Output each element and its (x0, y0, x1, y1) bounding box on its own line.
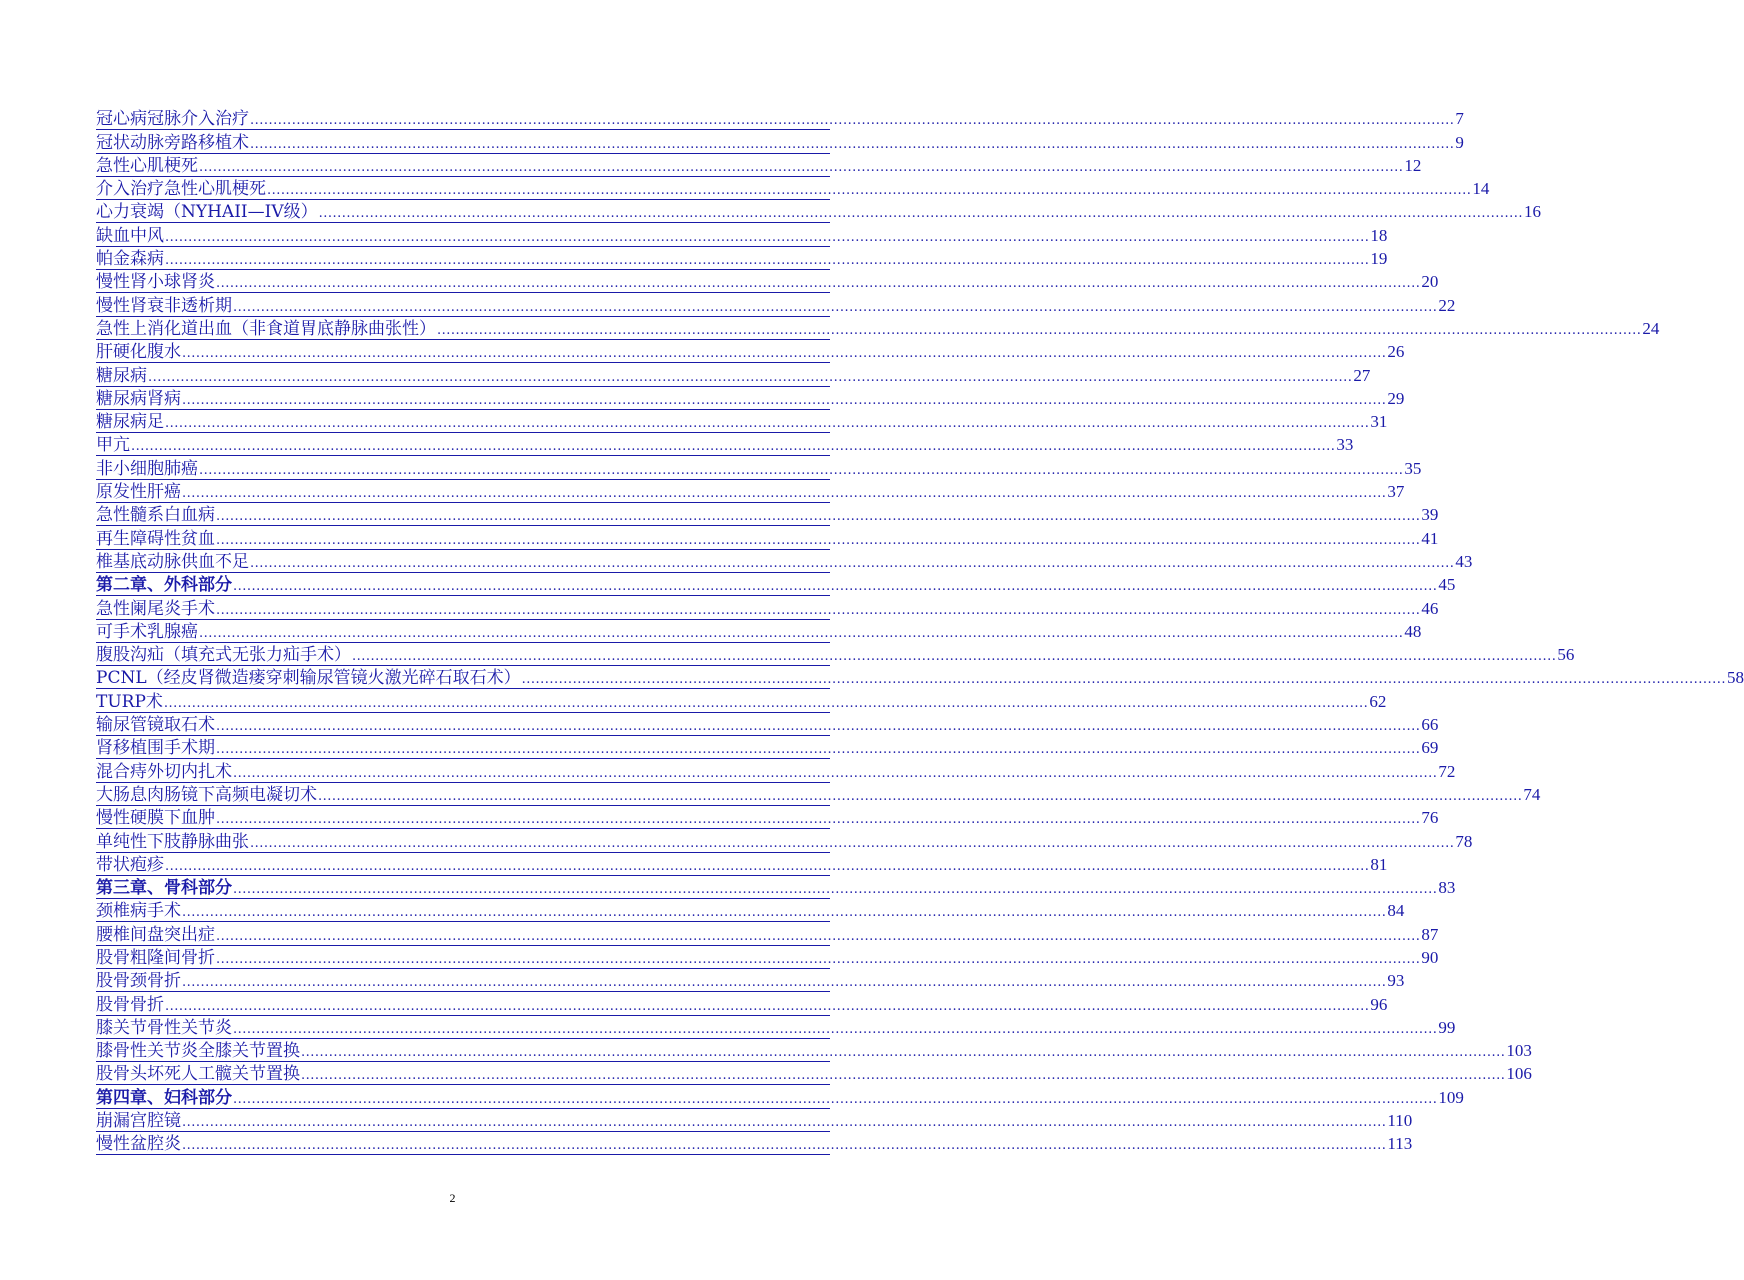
toc-entry-title: 慢性硬膜下血肿 (96, 808, 215, 829)
toc-dot-leader: .................................................................................................................................................................................................................................................................... (148, 369, 1353, 385)
toc-dot-leader: .................................................................................................................................................................................................................................................................... (199, 159, 1404, 175)
toc-entry-link[interactable] (96, 759, 1456, 782)
toc-entry-title: 再生障碍性贫血 (96, 528, 215, 549)
toc-entry-page: 87 (1421, 924, 1439, 944)
toc-dot-leader: .................................................................................................................................................................................................................................................................... (216, 276, 1421, 292)
toc-dot-leader: .................................................................................................................................................................................................................................................................... (216, 812, 1421, 828)
toc-entry-page: 24 (1642, 318, 1660, 338)
toc-entry-link[interactable] (96, 713, 1439, 736)
toc-entry-page: 103 (1506, 1041, 1532, 1061)
toc-dot-leader: .................................................................................................................................................................................................................................................................... (233, 882, 1438, 898)
toc-entry-page: 43 (1455, 551, 1473, 571)
toc-entry-link[interactable] (96, 107, 1464, 130)
toc-entry-title: 急性髓系白血病 (96, 505, 215, 526)
toc-entry-title: 急性心肌梗死 (96, 155, 198, 176)
toc-entry-page: 66 (1421, 715, 1439, 735)
toc-entry-link[interactable] (96, 363, 1371, 386)
toc-entry-link[interactable] (96, 480, 1405, 503)
toc-entry-link[interactable] (96, 410, 1388, 433)
toc-entry-title: 帕金森病 (96, 249, 164, 270)
toc-entry-page: 56 (1557, 645, 1575, 665)
toc-entry-title: 大肠息肉肠镜下高频电凝切术 (96, 784, 317, 805)
toc-dot-leader: .................................................................................................................................................................................................................................................................... (318, 206, 1524, 222)
toc-entry-title: 膝骨性关节炎全膝关节置换 (96, 1041, 300, 1062)
toc-dot-leader: .................................................................................................................................................................................................................................................................... (267, 183, 1472, 199)
toc-entry-title: 冠状动脉旁路移植术 (96, 132, 249, 153)
toc-entry-page: 62 (1369, 691, 1387, 711)
toc-dot-leader: .................................................................................................................................................................................................................................................................... (131, 439, 1336, 455)
toc-entry-page: 39 (1421, 505, 1439, 525)
toc-entry-title: 慢性盆腔炎 (96, 1134, 181, 1155)
toc-entry-title: 腰椎间盘突出症 (96, 924, 215, 945)
toc-entry-link[interactable] (96, 620, 1422, 643)
toc-dot-leader: .................................................................................................................................................................................................................................................................... (216, 532, 1421, 548)
toc-dot-leader: .................................................................................................................................................................................................................................................................... (318, 788, 1523, 804)
toc-entry-title: 慢性肾衰非透析期 (96, 295, 232, 316)
toc-entry-page: 12 (1404, 155, 1422, 175)
toc-entry-title: 原发性肝癌 (96, 482, 181, 503)
toc-dot-leader: .................................................................................................................................................................................................................................................................... (216, 951, 1421, 967)
toc-entry-page: 35 (1404, 458, 1422, 478)
toc-entry-title: 股骨粗隆间骨折 (96, 947, 215, 968)
toc-dot-leader: .................................................................................................................................................................................................................................................................... (182, 975, 1387, 991)
toc-chapter-link[interactable] (96, 876, 1456, 899)
toc-entry-link[interactable] (96, 992, 1388, 1015)
toc-entry-title: 可手术乳腺癌 (96, 621, 198, 642)
toc-entry-link[interactable] (96, 433, 1354, 456)
toc-entry-title: 第二章、外科部分 (96, 575, 232, 596)
toc-entry-title: 第四章、妇科部分 (96, 1087, 232, 1108)
toc-dot-leader: .................................................................................................................................................................................................................................................................... (301, 1068, 1506, 1084)
toc-entry-link[interactable] (96, 806, 1439, 829)
toc-entry-link[interactable] (96, 596, 1439, 619)
toc-entry-title: 糖尿病足 (96, 412, 164, 433)
toc-entry-title: 颈椎病手术 (96, 901, 181, 922)
toc-entry-link[interactable] (96, 270, 1439, 293)
toc-entry-title: 冠心病冠脉介入治疗 (96, 109, 249, 130)
toc-entry-title: TURP术 (96, 691, 163, 712)
toc-entry-page: 22 (1438, 295, 1456, 315)
toc-entry-title: 糖尿病肾病 (96, 388, 181, 409)
toc-dot-leader: .................................................................................................................................................................................................................................................................... (182, 1115, 1387, 1131)
toc-entry-title: 急性阑尾炎手术 (96, 598, 215, 619)
toc-dot-leader: .................................................................................................................................................................................................................................................................... (250, 835, 1455, 851)
toc-dot-leader: .................................................................................................................................................................................................................................................................... (182, 905, 1387, 921)
toc-entry-link[interactable] (96, 1109, 1413, 1132)
toc-entry-title: PCNL（经皮肾微造瘘穿刺输尿管镜火激光碎石取石术） (96, 668, 521, 689)
toc-entry-link[interactable] (96, 1016, 1456, 1039)
toc-dot-leader: .................................................................................................................................................................................................................................................................... (182, 1138, 1387, 1154)
toc-entry-page: 84 (1387, 901, 1405, 921)
toc-entry-link[interactable] (96, 340, 1405, 363)
toc-entry-title: 非小细胞肺癌 (96, 458, 198, 479)
toc-entry-link[interactable] (96, 922, 1439, 945)
toc-dot-leader: .................................................................................................................................................................................................................................................................... (301, 1045, 1506, 1061)
toc-entry-title: 混合痔外切内扎术 (96, 761, 232, 782)
page-number: 2 (449, 1191, 456, 1205)
toc-entry-title: 椎基底动脉供血不足 (96, 551, 249, 572)
toc-entry-link[interactable] (96, 526, 1439, 549)
toc-entry-link[interactable] (96, 736, 1439, 759)
toc-dot-leader: .................................................................................................................................................................................................................................................................... (182, 486, 1387, 502)
toc-entry-link[interactable] (96, 689, 1387, 712)
toc-chapter-link[interactable] (96, 573, 1456, 596)
toc-entry-link[interactable] (96, 899, 1405, 922)
toc-entry-page: 27 (1353, 365, 1371, 385)
toc-entry-link[interactable] (96, 177, 1490, 200)
toc-entry-page: 7 (1455, 109, 1464, 129)
toc-entry-page: 16 (1524, 202, 1542, 222)
toc-entry-title: 甲亢 (96, 435, 130, 456)
toc-chapter-link[interactable] (96, 1085, 1464, 1108)
toc-entry-link[interactable] (96, 317, 1660, 340)
toc-dot-leader: .................................................................................................................................................................................................................................................................... (165, 253, 1370, 269)
toc-dot-leader: .................................................................................................................................................................................................................................................................... (216, 509, 1421, 525)
toc-entry-page: 20 (1421, 272, 1439, 292)
toc-entry-title: 腹股沟疝（填充式无张力疝手术） (96, 645, 351, 666)
toc-entry-title: 带状疱疹 (96, 854, 164, 875)
toc-dot-leader: .................................................................................................................................................................................................................................................................... (216, 719, 1421, 735)
toc-dot-leader: .................................................................................................................................................................................................................................................................... (233, 579, 1438, 595)
toc-dot-leader: .................................................................................................................................................................................................................................................................... (233, 1091, 1438, 1107)
toc-entry-page: 19 (1370, 249, 1388, 269)
toc-entry-page: 9 (1455, 132, 1464, 152)
toc-dot-leader: .................................................................................................................................................................................................................................................................... (163, 695, 1369, 711)
toc-entry-page: 81 (1370, 854, 1388, 874)
toc-dot-leader: .................................................................................................................................................................................................................................................................... (216, 742, 1421, 758)
toc-entry-link[interactable] (96, 154, 1422, 177)
toc-dot-leader: .................................................................................................................................................................................................................................................................... (521, 672, 1727, 688)
toc-entry-title: 肾移植围手术期 (96, 738, 215, 759)
toc-entry-page: 26 (1387, 342, 1405, 362)
toc-dot-leader: .................................................................................................................................................................................................................................................................... (233, 299, 1438, 315)
toc-entry-link[interactable] (96, 550, 1473, 573)
toc-entry-link[interactable] (96, 503, 1439, 526)
toc-entry-title: 肝硬化腹水 (96, 342, 181, 363)
toc-entry-page: 109 (1438, 1087, 1464, 1107)
toc-entry-page: 99 (1438, 1017, 1456, 1037)
toc-entry-page: 113 (1387, 1134, 1413, 1154)
toc-entry-link[interactable] (96, 456, 1422, 479)
toc-entry-title: 股骨颈骨折 (96, 971, 181, 992)
toc-entry-page: 110 (1387, 1111, 1413, 1131)
toc-entry-link[interactable] (96, 783, 1541, 806)
toc-entry-page: 14 (1472, 179, 1490, 199)
toc-entry-link[interactable] (96, 1039, 1532, 1062)
toc-entry-page: 78 (1455, 831, 1473, 851)
toc-dot-leader: .................................................................................................................................................................................................................................................................... (199, 462, 1404, 478)
toc-entry-title: 慢性肾小球肾炎 (96, 272, 215, 293)
toc-entry-page: 46 (1421, 598, 1439, 618)
toc-entry-page: 83 (1438, 878, 1456, 898)
toc-entry-title: 介入治疗急性心肌梗死 (96, 179, 266, 200)
toc-entry-title: 股骨头坏死人工髋关节置换 (96, 1064, 300, 1085)
toc-entry-link[interactable] (96, 293, 1456, 316)
toc-entry-page: 29 (1387, 388, 1405, 408)
toc-entry-page: 96 (1370, 994, 1388, 1014)
toc-dot-leader: .................................................................................................................................................................................................................................................................... (437, 322, 1642, 338)
toc-entry-title: 单纯性下肢静脉曲张 (96, 831, 249, 852)
toc-entry-page: 76 (1421, 808, 1439, 828)
toc-entry-title: 输尿管镜取石术 (96, 715, 215, 736)
toc-entry-page: 93 (1387, 971, 1405, 991)
toc-dot-leader: .................................................................................................................................................................................................................................................................... (165, 998, 1370, 1014)
toc-entry-link[interactable] (96, 643, 1575, 666)
toc-entry-link[interactable] (96, 247, 1388, 270)
toc-entry-page: 48 (1404, 621, 1422, 641)
toc-entry-page: 45 (1438, 575, 1456, 595)
toc-dot-leader: .................................................................................................................................................................................................................................................................... (216, 928, 1421, 944)
toc-entry-link[interactable] (96, 387, 1405, 410)
toc-dot-leader: .................................................................................................................................................................................................................................................................... (250, 113, 1455, 129)
toc-dot-leader: .................................................................................................................................................................................................................................................................... (165, 229, 1370, 245)
toc-entry-page: 37 (1387, 482, 1405, 502)
toc-entry-title: 股骨骨折 (96, 994, 164, 1015)
toc-entry-title: 缺血中风 (96, 225, 164, 246)
toc-entry-page: 69 (1421, 738, 1439, 758)
toc-entry-link[interactable] (96, 200, 1542, 223)
table-of-contents (96, 107, 1744, 1155)
toc-dot-leader: .................................................................................................................................................................................................................................................................... (233, 1021, 1438, 1037)
toc-entry-link[interactable] (96, 946, 1439, 969)
toc-entry-link[interactable] (96, 969, 1405, 992)
toc-entry-page: 58 (1727, 668, 1744, 688)
toc-dot-leader: .................................................................................................................................................................................................................................................................... (199, 625, 1404, 641)
toc-entry-link[interactable] (96, 1062, 1532, 1085)
toc-entry-page: 18 (1370, 225, 1388, 245)
toc-entry-link[interactable] (96, 666, 1744, 689)
toc-dot-leader: .................................................................................................................................................................................................................................................................... (233, 765, 1438, 781)
toc-entry-title: 第三章、骨科部分 (96, 878, 232, 899)
toc-dot-leader: .................................................................................................................................................................................................................................................................... (352, 649, 1557, 665)
toc-entry-link[interactable] (96, 829, 1473, 852)
toc-entry-link[interactable] (96, 130, 1464, 153)
toc-entry-page: 41 (1421, 528, 1439, 548)
toc-entry-title: 急性上消化道出血（非食道胃底静脉曲张性） (96, 318, 436, 339)
toc-entry-page: 72 (1438, 761, 1456, 781)
toc-entry-title: 崩漏宫腔镜 (96, 1111, 181, 1132)
toc-dot-leader: .................................................................................................................................................................................................................................................................... (216, 602, 1421, 618)
toc-entry-link[interactable] (96, 223, 1388, 246)
toc-dot-leader: .................................................................................................................................................................................................................................................................... (250, 136, 1455, 152)
toc-entry-page: 33 (1336, 435, 1354, 455)
toc-entry-page: 90 (1421, 947, 1439, 967)
toc-dot-leader: .................................................................................................................................................................................................................................................................... (182, 346, 1387, 362)
toc-entry-title: 心力衰竭（NYHAII—IV级） (96, 202, 318, 223)
toc-entry-link[interactable] (96, 853, 1388, 876)
toc-dot-leader: .................................................................................................................................................................................................................................................................... (182, 392, 1387, 408)
toc-dot-leader: .................................................................................................................................................................................................................................................................... (165, 858, 1370, 874)
toc-dot-leader: .................................................................................................................................................................................................................................................................... (250, 555, 1455, 571)
toc-entry-title: 膝关节骨性关节炎 (96, 1017, 232, 1038)
toc-entry-page: 74 (1523, 784, 1541, 804)
toc-dot-leader: .................................................................................................................................................................................................................................................................... (165, 416, 1370, 432)
toc-entry-page: 31 (1370, 412, 1388, 432)
toc-entry-page: 106 (1506, 1064, 1532, 1084)
toc-entry-link[interactable] (96, 1132, 1413, 1155)
toc-entry-title: 糖尿病 (96, 365, 147, 386)
